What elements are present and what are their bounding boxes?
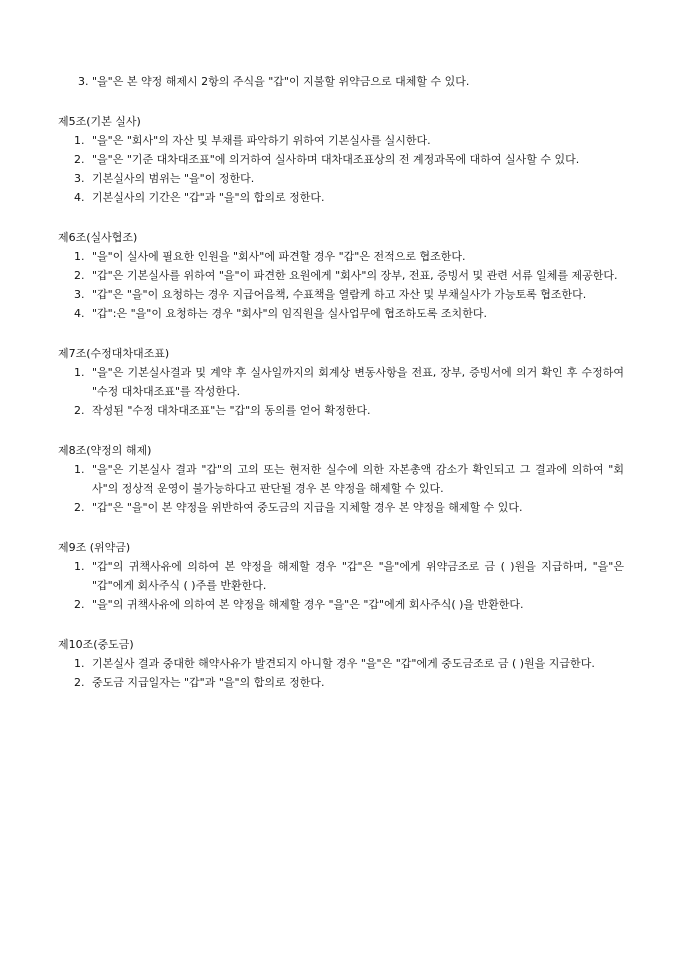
clause-item [58, 595, 624, 614]
clause-text: 기본실사의 범위는 "을"이 정한다. [92, 172, 255, 185]
clause-text: "을"은 "기준 대차대조표"에 의거하여 실사하며 대차대조표상의 전 계정과목에 대하여 실사할 수 있다. [92, 153, 580, 166]
clause-text: "을"은 본 약정 해제시 2항의 주식을 "갑"이 지불할 위약금으로 대체할 수 있다. [92, 75, 470, 88]
clause-text: "갑"은 기본실사를 위하여 "을"이 파견한 요원에게 "회사"의 장부, 전표, 증빙서 및 관련 서류 일체를 제공한다. [92, 269, 618, 282]
article-title: 제10조(중도금) [58, 638, 134, 651]
article-6 [58, 228, 624, 323]
clause-item [58, 498, 624, 517]
clause-number: 1. [74, 463, 85, 476]
article-title: 제6조(실사협조) [58, 231, 138, 244]
clause-item [58, 150, 624, 169]
clause-number: 2. [74, 153, 85, 166]
clause-text: "을"은 "회사"의 자산 및 부채를 파악하기 위하여 기본실사를 실시한다. [92, 134, 431, 147]
clause-number: 3. [74, 288, 85, 301]
clause-item [58, 247, 624, 266]
clause-item [58, 401, 624, 420]
clause-text: "을"은 기본실사결과 및 계약 후 실사일까지의 회계상 변동사항을 전표, 장부, 증빙서에 의거 확인 후 수정하여 "수정 대차대조표"를 작성한다. [92, 366, 624, 398]
clause-item [58, 460, 624, 498]
clause-item [58, 285, 624, 304]
clause-number: 2. [74, 598, 85, 611]
clause-number: 1. [74, 366, 85, 379]
clause-text: "갑"은 "을"이 요청하는 경우 지급어음책, 수표책을 열람케 하고 자산 및 부채실사가 가능토록 협조한다. [92, 288, 587, 301]
clause-number: 3. [78, 75, 89, 88]
article-5 [58, 112, 624, 207]
article-title: 제8조(약정의 해제) [58, 444, 152, 457]
article-7 [58, 344, 624, 420]
clause-text: "갑":은 "을"이 요청하는 경우 "회사"의 임직원을 실사업무에 협조하도록 조치한다. [92, 307, 487, 320]
clause-text: "을"이 실사에 필요한 인원을 "회사"에 파견할 경우 "갑"은 전적으로 협조한다. [92, 250, 466, 263]
clause-number: 1. [74, 657, 85, 670]
clause-number: 1. [74, 560, 85, 573]
clause-number: 1. [74, 250, 85, 263]
clause-text: 기본실사 결과 중대한 해약사유가 발견되지 아니할 경우 "을"은 "갑"에게 중도금조로 금 ( )원을 지급한다. [92, 657, 595, 670]
clause-item [58, 188, 624, 207]
clause-text: "을"은 기본실사 결과 "갑"의 고의 또는 현저한 실수에 의한 자본총액 감소가 확인되고 그 결과에 의하여 "회사"의 정상적 운영이 불가능하다고 판단될 경우 본 약정을 해제할 수 있다. [92, 463, 624, 495]
clause-item [58, 557, 624, 595]
clause-number: 2. [74, 501, 85, 514]
clause-text: "갑"은 "을"이 본 약정을 위반하여 중도금의 지급을 지체할 경우 본 약정을 해제할 수 있다. [92, 501, 523, 514]
clause-item [58, 131, 624, 150]
clause-item [58, 169, 624, 188]
article-10 [58, 635, 624, 692]
clause-number: 1. [74, 134, 85, 147]
clause-number: 2. [74, 676, 85, 689]
contract-document [58, 72, 624, 692]
clause-item [58, 363, 624, 401]
clause-item [58, 72, 624, 91]
article-title: 제9조 (위약금) [58, 541, 131, 554]
clause-number: 4. [74, 307, 85, 320]
clause-item [58, 654, 624, 673]
clause-item [58, 304, 624, 323]
clause-text: 기본실사의 기간은 "갑"과 "을"의 합의로 정한다. [92, 191, 325, 204]
clause-number: 4. [74, 191, 85, 204]
clause-number: 2. [74, 404, 85, 417]
article-8 [58, 441, 624, 517]
article-9 [58, 538, 624, 614]
clause-number: 3. [74, 172, 85, 185]
clause-text: 중도금 지급일자는 "갑"과 "을"의 합의로 정한다. [92, 676, 325, 689]
clause-item [58, 673, 624, 692]
clause-text: 작성된 "수정 대차대조표"는 "갑"의 동의를 얻어 확정한다. [92, 404, 371, 417]
clause-number: 2. [74, 269, 85, 282]
clause-text: "을"의 귀책사유에 의하여 본 약정을 해제할 경우 "을"은 "갑"에게 회사주식( )을 반환한다. [92, 598, 524, 611]
article-title: 제5조(기본 실사) [58, 115, 141, 128]
clause-item [58, 266, 624, 285]
clause-text: "갑"의 귀책사유에 의하여 본 약정을 해제할 경우 "갑"은 "을"에게 위약금조로 금 ( )원을 지급하며, "을"은 "갑"에게 회사주식 ( )주를 반환한다. [92, 560, 624, 592]
article-title: 제7조(수정대차대조표) [58, 347, 170, 360]
